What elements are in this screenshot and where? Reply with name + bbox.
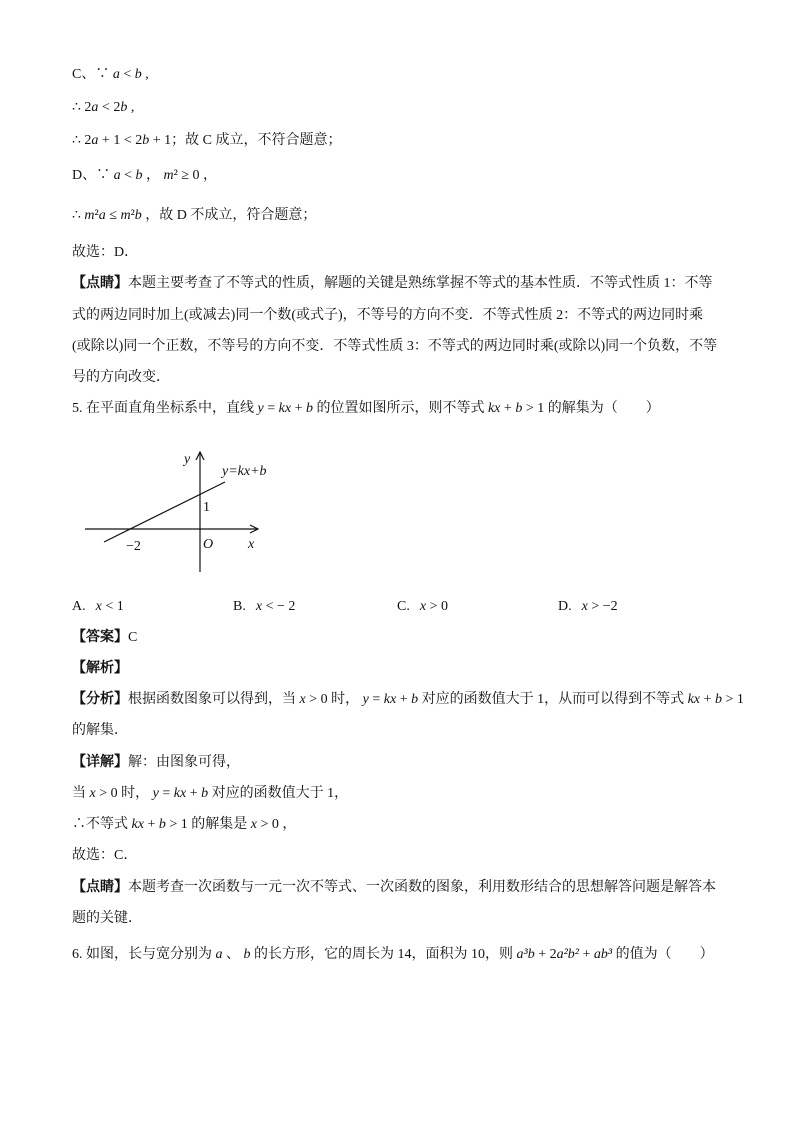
math-run: a²b² (556, 947, 580, 962)
math-run: b (714, 692, 722, 707)
text-run: + (396, 692, 412, 707)
coordinate-figure (0, 440, 300, 580)
text-run: ² ≥ 0 ， (173, 168, 218, 183)
text-run: 的长方形，它的周长为 14，面积为 10，则 (250, 947, 517, 962)
section-tag: 【详解】 (72, 755, 128, 770)
text-run: < (120, 168, 136, 183)
question-6-stem (72, 945, 714, 965)
q5-analysis-line-2 (72, 721, 128, 741)
text-run: 故选：C． (72, 848, 138, 863)
solution-c-conclusion (72, 131, 341, 151)
math-run: a (98, 208, 106, 223)
text-run: < 2 (98, 100, 121, 115)
text-run: + (186, 786, 202, 801)
math-run: b (305, 401, 313, 416)
text-run: , (127, 100, 135, 115)
text-run: ， (142, 168, 164, 183)
origin-label: O (203, 537, 214, 552)
section-tag: 【分析】 (72, 692, 128, 707)
text-run: 解：由图象可得， (128, 755, 240, 770)
math-run: y (152, 786, 159, 801)
option-relation: > 0 (426, 599, 448, 614)
text-run: > 0 ， (256, 817, 297, 832)
math-run: b (134, 67, 142, 82)
text-run: + 2 (534, 947, 557, 962)
math-run: b (411, 692, 419, 707)
text-run: 的位置如图所示，则不等式 (312, 401, 488, 416)
math-run: kx (383, 692, 397, 707)
text-run: ∴ (72, 208, 85, 223)
math-run: ab³ (593, 947, 613, 962)
q5-detail-intro (72, 753, 240, 773)
text-run: C、∵ (72, 67, 113, 82)
q4-comment-line-2 (72, 306, 703, 326)
x-intercept-label: −2 (126, 539, 141, 554)
text-run: > 0 时， (95, 786, 153, 801)
text-run: 、 (222, 947, 244, 962)
text-run: 对应的函数值大于 1， (208, 786, 349, 801)
section-tag: 【点睛】 (72, 880, 128, 895)
text-run: 本题考查一次函数与一元一次不等式、一次函数的图象，利用数形结合的思想解答问题是解答本 (128, 880, 716, 895)
text-run: 的值为（ ） (612, 947, 714, 962)
option-relation: < − 2 (262, 599, 296, 614)
text-run: D、∵ (72, 168, 114, 183)
option-letter: C. (397, 599, 410, 614)
text-run: ，故 D 不成立，符合题意； (141, 208, 317, 223)
math-run: kx (173, 786, 187, 801)
solution-c-premise (72, 65, 149, 85)
q5-analysis-line-1 (72, 690, 744, 710)
math-run: a³b (516, 947, 535, 962)
math-run: m (84, 208, 95, 223)
text-run: 5. 在平面直角坐标系中，直线 (72, 401, 258, 416)
text-run: 故选：D． (72, 245, 139, 260)
text-run: 对应的函数值大于 1，从而可以得到不等式 (418, 692, 688, 707)
text-run: , (141, 67, 149, 82)
text-run: 号的方向改变． (72, 370, 170, 385)
option-variable: x (95, 599, 102, 614)
text-run: + (143, 817, 159, 832)
math-run: m (120, 208, 131, 223)
q5-answer-choice (72, 846, 137, 866)
option-d (558, 597, 618, 617)
math-run: a (91, 133, 99, 148)
text-run: > 1 的解集是 (165, 817, 251, 832)
text-run: 6. 如图，长与宽分别为 (72, 947, 216, 962)
option-variable: x (255, 599, 263, 614)
math-run: b (515, 401, 523, 416)
math-run: a (113, 168, 121, 183)
math-run: x (250, 817, 257, 832)
math-run: b (142, 133, 150, 148)
section-tag: 【点睛】 (72, 276, 128, 291)
q5-answer (72, 628, 137, 648)
solution-d-premise (72, 166, 217, 186)
text-run: + (700, 692, 715, 707)
math-run: b (243, 947, 251, 962)
math-run: kx (278, 401, 292, 416)
option-c (397, 597, 448, 617)
option-variable: x (419, 599, 427, 614)
text-run: 根据函数图象可以得到，当 (128, 692, 300, 707)
math-run: y (362, 692, 369, 707)
option-letter: A. (72, 599, 86, 614)
text-run: ≤ (105, 208, 121, 223)
q5-comment-line-1 (72, 878, 716, 898)
math-run: a (91, 100, 99, 115)
q5-comment-line-2 (72, 909, 142, 929)
text-run: 式的两边同时加上(或减去)同一个数(或式子)，不等号的方向不变．不等式性质 2：不等式的两边同时乘 (72, 308, 704, 323)
math-run: y (257, 401, 264, 416)
math-run: a (215, 947, 223, 962)
text-run: 题的关键． (72, 911, 142, 926)
q4-comment-line-3 (72, 337, 717, 357)
option-a (72, 597, 124, 617)
solution-c-step-1 (72, 98, 134, 118)
text-run: 的解集． (72, 723, 128, 738)
text-run: = (158, 786, 174, 801)
math-run: kx (131, 817, 144, 832)
text-run: + (500, 401, 516, 416)
text-run: ∴ 2 (72, 100, 92, 115)
text-run: < (119, 67, 135, 82)
text-run: = (263, 401, 279, 416)
y-intercept-label: 1 (203, 500, 210, 515)
solution-d-conclusion (72, 206, 316, 226)
text-run: + (291, 401, 306, 416)
y-axis-label: y (184, 452, 191, 467)
q5-detail-step-1 (72, 784, 348, 804)
option-letter: B. (233, 599, 246, 614)
text-run: + 1；故 C 成立，不符合题意； (149, 133, 342, 148)
section-tag: 【解析】 (72, 661, 128, 676)
question-5-stem (72, 399, 660, 419)
math-run: b (120, 100, 128, 115)
text-run: C (128, 630, 138, 645)
text-run: 当 (72, 786, 90, 801)
math-run: b (201, 786, 209, 801)
option-relation: > −2 (587, 599, 618, 614)
text-run: 本题主要考查了不等式的性质，解题的关键是熟练掌握不等式的基本性质．不等式性质 1：不等 (128, 276, 713, 291)
text-run: ∴ 2 (72, 133, 92, 148)
line-equation-label: y=kx+b (222, 464, 267, 479)
q5-explanation-heading (72, 659, 128, 679)
option-variable: x (581, 599, 588, 614)
option-letter: D. (558, 599, 572, 614)
math-run: b (134, 208, 142, 223)
q4-comment-line-1 (72, 274, 713, 294)
math-run: kx (687, 692, 701, 707)
x-axis-label: x (248, 537, 255, 552)
option-b (233, 597, 295, 617)
text-run: (或除以)同一个正数，不等号的方向不变．不等式性质 3：不等式的两边同时乘(或除以)同一个负数，不等 (72, 339, 718, 354)
math-run: m (163, 168, 174, 183)
q4-answer-choice (72, 243, 138, 263)
text-run: + (579, 947, 594, 962)
text-run: ² (94, 208, 99, 223)
section-tag: 【答案】 (72, 630, 128, 645)
math-run: x (89, 786, 96, 801)
text-run: > 0 时， (305, 692, 363, 707)
text-run: > 1 的解集为（ ） (522, 401, 660, 416)
text-run: ∴不等式 (72, 817, 132, 832)
math-run: b (135, 168, 143, 183)
math-run: kx (487, 401, 501, 416)
math-run: x (299, 692, 306, 707)
q4-comment-line-4 (72, 368, 170, 388)
text-run: > 1 (721, 692, 744, 707)
math-run: a (112, 67, 120, 82)
text-run: = (368, 692, 384, 707)
math-run: b (158, 817, 166, 832)
q5-detail-step-2 (72, 815, 296, 835)
text-run: ² (130, 208, 135, 223)
option-relation: < 1 (101, 599, 124, 614)
text-run: + 1 < 2 (98, 133, 143, 148)
